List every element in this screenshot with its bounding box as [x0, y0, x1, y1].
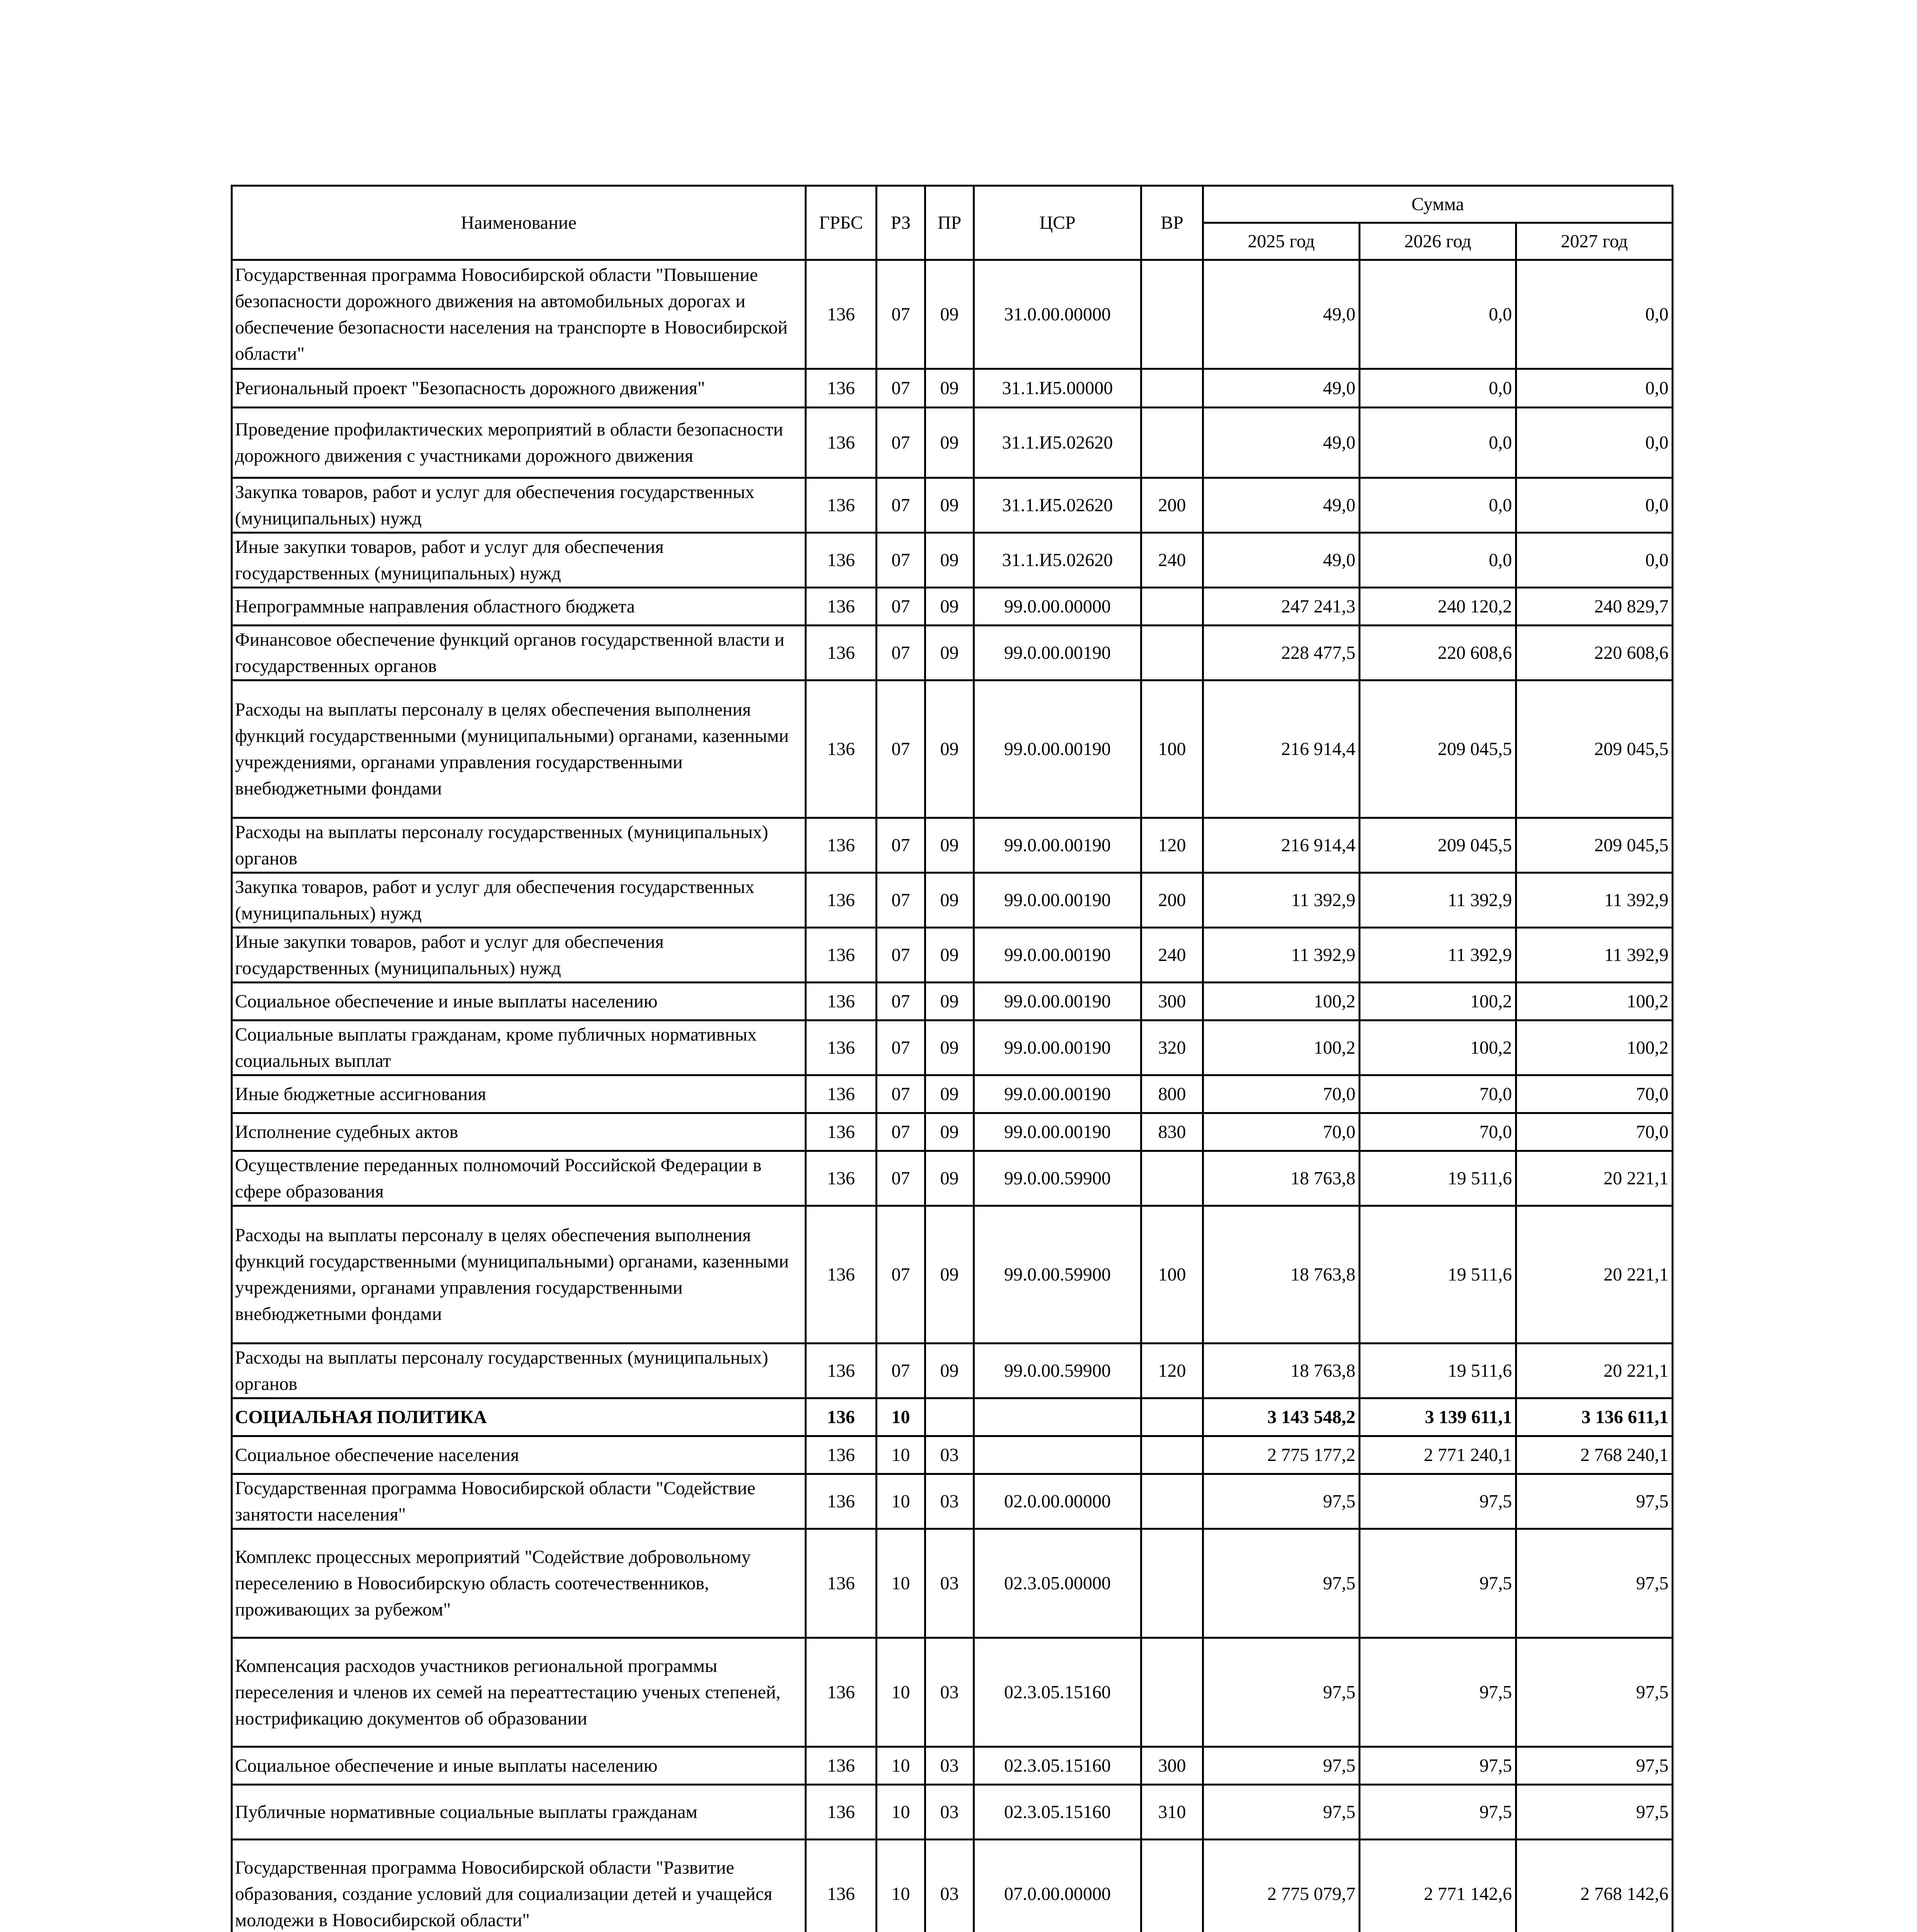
cell-pr [925, 1398, 974, 1436]
cell-vr: 120 [1141, 818, 1203, 873]
cell-name: Социальное обеспечение и иные выплаты населению [232, 983, 806, 1020]
cell-csr: 02.3.05.15160 [974, 1785, 1141, 1840]
cell-grbs: 136 [806, 1747, 877, 1785]
cell-name: Закупка товаров, работ и услуг для обеспечения государственных (муниципальных) нужд [232, 478, 806, 533]
cell-2025: 18 763,8 [1203, 1151, 1360, 1206]
cell-pr: 09 [925, 408, 974, 478]
table-row [232, 680, 1673, 818]
header-rz: РЗ [877, 186, 925, 260]
cell-pr: 09 [925, 680, 974, 818]
cell-2026: 97,5 [1360, 1747, 1516, 1785]
cell-2026: 3 139 611,1 [1360, 1398, 1516, 1436]
cell-vr: 100 [1141, 1206, 1203, 1344]
table-row [232, 873, 1673, 928]
cell-name: Иные закупки товаров, работ и услуг для обеспечения государственных (муниципальных) нужд [232, 928, 806, 983]
cell-name: Государственная программа Новосибирской области "Содействие занятости населения" [232, 1474, 806, 1529]
cell-rz: 07 [877, 408, 925, 478]
cell-csr: 02.3.05.00000 [974, 1529, 1141, 1638]
header-vr: ВР [1141, 186, 1203, 260]
cell-vr [1141, 1840, 1203, 1932]
header-grbs: ГРБС [806, 186, 877, 260]
cell-grbs: 136 [806, 588, 877, 626]
cell-csr: 99.0.00.00190 [974, 1020, 1141, 1075]
cell-name: Непрограммные направления областного бюджета [232, 588, 806, 626]
cell-csr: 02.3.05.15160 [974, 1747, 1141, 1785]
cell-vr [1141, 1436, 1203, 1474]
cell-2027: 20 221,1 [1516, 1344, 1673, 1398]
cell-grbs: 136 [806, 873, 877, 928]
cell-2026: 97,5 [1360, 1474, 1516, 1529]
cell-grbs: 136 [806, 1113, 877, 1151]
cell-2027: 209 045,5 [1516, 818, 1673, 873]
cell-2026: 97,5 [1360, 1529, 1516, 1638]
cell-csr [974, 1398, 1141, 1436]
budget-table [231, 185, 1674, 1932]
cell-rz: 10 [877, 1638, 925, 1747]
cell-rz: 07 [877, 983, 925, 1020]
cell-rz: 10 [877, 1529, 925, 1638]
cell-vr [1141, 1529, 1203, 1638]
cell-rz: 07 [877, 1020, 925, 1075]
cell-2025: 100,2 [1203, 1020, 1360, 1075]
cell-grbs: 136 [806, 626, 877, 680]
cell-2026: 19 511,6 [1360, 1206, 1516, 1344]
cell-csr: 99.0.00.59900 [974, 1151, 1141, 1206]
cell-2026: 2 771 240,1 [1360, 1436, 1516, 1474]
cell-2026: 97,5 [1360, 1638, 1516, 1747]
cell-name: Закупка товаров, работ и услуг для обеспечения государственных (муниципальных) нужд [232, 873, 806, 928]
cell-2026: 100,2 [1360, 983, 1516, 1020]
table-row [232, 260, 1673, 369]
cell-2025: 2 775 079,7 [1203, 1840, 1360, 1932]
cell-csr: 31.1.И5.02620 [974, 478, 1141, 533]
cell-vr [1141, 1398, 1203, 1436]
cell-2025: 97,5 [1203, 1785, 1360, 1840]
cell-grbs: 136 [806, 680, 877, 818]
cell-2026: 97,5 [1360, 1785, 1516, 1840]
cell-2026: 100,2 [1360, 1020, 1516, 1075]
cell-2027: 70,0 [1516, 1113, 1673, 1151]
cell-2025: 49,0 [1203, 260, 1360, 369]
header-pr: ПР [925, 186, 974, 260]
table-row [232, 369, 1673, 408]
cell-2026: 70,0 [1360, 1113, 1516, 1151]
cell-pr: 03 [925, 1436, 974, 1474]
cell-2026: 0,0 [1360, 408, 1516, 478]
cell-2025: 49,0 [1203, 408, 1360, 478]
cell-2026: 19 511,6 [1360, 1344, 1516, 1398]
table-row [232, 1020, 1673, 1075]
cell-2026: 11 392,9 [1360, 928, 1516, 983]
cell-grbs: 136 [806, 1785, 877, 1840]
cell-csr: 99.0.00.00000 [974, 588, 1141, 626]
cell-2027: 97,5 [1516, 1474, 1673, 1529]
cell-grbs: 136 [806, 408, 877, 478]
cell-2026: 11 392,9 [1360, 873, 1516, 928]
cell-rz: 10 [877, 1840, 925, 1932]
header-year-2025: 2025 год [1203, 223, 1360, 260]
cell-2027: 11 392,9 [1516, 873, 1673, 928]
table-row [232, 626, 1673, 680]
cell-2027: 100,2 [1516, 983, 1673, 1020]
cell-csr: 99.0.00.00190 [974, 983, 1141, 1020]
cell-pr: 09 [925, 533, 974, 588]
cell-2027: 0,0 [1516, 478, 1673, 533]
cell-grbs: 136 [806, 260, 877, 369]
cell-csr: 99.0.00.59900 [974, 1344, 1141, 1398]
cell-name: Публичные нормативные социальные выплаты гражданам [232, 1785, 806, 1840]
cell-2026: 70,0 [1360, 1075, 1516, 1113]
cell-rz: 07 [877, 533, 925, 588]
table-row [232, 408, 1673, 478]
cell-rz: 07 [877, 260, 925, 369]
cell-csr: 99.0.00.00190 [974, 928, 1141, 983]
cell-2025: 216 914,4 [1203, 818, 1360, 873]
cell-pr: 09 [925, 1344, 974, 1398]
cell-pr: 03 [925, 1840, 974, 1932]
header-sum: Сумма [1203, 186, 1673, 223]
cell-vr [1141, 626, 1203, 680]
cell-csr: 02.3.05.15160 [974, 1638, 1141, 1747]
cell-csr: 99.0.00.00190 [974, 626, 1141, 680]
cell-grbs: 136 [806, 928, 877, 983]
cell-2025: 97,5 [1203, 1638, 1360, 1747]
cell-grbs: 136 [806, 1529, 877, 1638]
cell-rz: 07 [877, 680, 925, 818]
cell-2025: 11 392,9 [1203, 873, 1360, 928]
cell-2027: 3 136 611,1 [1516, 1398, 1673, 1436]
cell-vr: 310 [1141, 1785, 1203, 1840]
cell-csr: 31.0.00.00000 [974, 260, 1141, 369]
cell-name: Государственная программа Новосибирской области "Повышение безопасности дорожного движения на автомобильных дорогах и обеспечение безопасности населения на транспорте в Новосибирской области" [232, 260, 806, 369]
cell-rz: 07 [877, 626, 925, 680]
table-body [232, 260, 1673, 1932]
cell-vr: 120 [1141, 1344, 1203, 1398]
cell-2026: 2 771 142,6 [1360, 1840, 1516, 1932]
cell-grbs: 136 [806, 818, 877, 873]
cell-pr: 09 [925, 478, 974, 533]
table-row [232, 1785, 1673, 1840]
cell-rz: 07 [877, 1151, 925, 1206]
cell-name: Расходы на выплаты персоналу в целях обеспечения выполнения функций государственными (муниципальными) органами, казенными учреждениями, органами управления государственными внебюджетными фондами [232, 1206, 806, 1344]
cell-pr: 03 [925, 1747, 974, 1785]
cell-rz: 10 [877, 1474, 925, 1529]
cell-2027: 97,5 [1516, 1747, 1673, 1785]
cell-pr: 09 [925, 1020, 974, 1075]
cell-2025: 97,5 [1203, 1747, 1360, 1785]
cell-name: Иные закупки товаров, работ и услуг для обеспечения государственных (муниципальных) нужд [232, 533, 806, 588]
cell-name: Комплекс процессных мероприятий "Содействие добровольному переселению в Новосибирскую область соотечественников, проживающих за рубежом" [232, 1529, 806, 1638]
cell-vr: 200 [1141, 873, 1203, 928]
cell-rz: 07 [877, 369, 925, 408]
cell-2027: 0,0 [1516, 533, 1673, 588]
cell-2025: 216 914,4 [1203, 680, 1360, 818]
cell-pr: 09 [925, 369, 974, 408]
cell-2025: 97,5 [1203, 1529, 1360, 1638]
cell-2027: 209 045,5 [1516, 680, 1673, 818]
table-row [232, 1206, 1673, 1344]
table-row [232, 928, 1673, 983]
cell-2026: 240 120,2 [1360, 588, 1516, 626]
cell-vr: 830 [1141, 1113, 1203, 1151]
cell-2025: 100,2 [1203, 983, 1360, 1020]
cell-name: СОЦИАЛЬНАЯ ПОЛИТИКА [232, 1398, 806, 1436]
cell-pr: 09 [925, 1206, 974, 1344]
cell-pr: 03 [925, 1529, 974, 1638]
cell-2027: 97,5 [1516, 1785, 1673, 1840]
cell-pr: 09 [925, 818, 974, 873]
cell-pr: 09 [925, 1075, 974, 1113]
cell-2026: 19 511,6 [1360, 1151, 1516, 1206]
cell-grbs: 136 [806, 1020, 877, 1075]
cell-2025: 49,0 [1203, 478, 1360, 533]
cell-2026: 209 045,5 [1360, 818, 1516, 873]
cell-grbs: 136 [806, 1075, 877, 1113]
cell-2025: 3 143 548,2 [1203, 1398, 1360, 1436]
cell-csr: 31.1.И5.00000 [974, 369, 1141, 408]
cell-csr: 31.1.И5.02620 [974, 533, 1141, 588]
table-row [232, 983, 1673, 1020]
cell-csr: 07.0.00.00000 [974, 1840, 1141, 1932]
cell-2027: 100,2 [1516, 1020, 1673, 1075]
header-year-2027: 2027 год [1516, 223, 1673, 260]
cell-rz: 07 [877, 928, 925, 983]
cell-2025: 70,0 [1203, 1075, 1360, 1113]
cell-grbs: 136 [806, 533, 877, 588]
cell-name: Иные бюджетные ассигнования [232, 1075, 806, 1113]
table-row [232, 478, 1673, 533]
cell-vr [1141, 369, 1203, 408]
cell-rz: 10 [877, 1398, 925, 1436]
cell-name: Осуществление переданных полномочий Российской Федерации в сфере образования [232, 1151, 806, 1206]
cell-pr: 03 [925, 1785, 974, 1840]
cell-vr: 300 [1141, 1747, 1203, 1785]
table-row [232, 1840, 1673, 1932]
cell-2027: 70,0 [1516, 1075, 1673, 1113]
cell-2027: 97,5 [1516, 1529, 1673, 1638]
cell-2026: 220 608,6 [1360, 626, 1516, 680]
table-row [232, 588, 1673, 626]
cell-2026: 0,0 [1360, 533, 1516, 588]
cell-2027: 0,0 [1516, 369, 1673, 408]
cell-vr [1141, 1151, 1203, 1206]
cell-2026: 0,0 [1360, 369, 1516, 408]
cell-name: Расходы на выплаты персоналу государственных (муниципальных) органов [232, 818, 806, 873]
cell-grbs: 136 [806, 369, 877, 408]
cell-csr: 02.0.00.00000 [974, 1474, 1141, 1529]
cell-pr: 09 [925, 873, 974, 928]
cell-pr: 09 [925, 928, 974, 983]
cell-rz: 07 [877, 1206, 925, 1344]
table-row [232, 1529, 1673, 1638]
cell-name: Исполнение судебных актов [232, 1113, 806, 1151]
cell-2025: 11 392,9 [1203, 928, 1360, 983]
cell-2027: 0,0 [1516, 260, 1673, 369]
cell-grbs: 136 [806, 1344, 877, 1398]
cell-name: Расходы на выплаты персоналу государственных (муниципальных) органов [232, 1344, 806, 1398]
cell-vr [1141, 1638, 1203, 1747]
cell-csr: 99.0.00.00190 [974, 1075, 1141, 1113]
table-row [232, 1113, 1673, 1151]
cell-name: Финансовое обеспечение функций органов государственной власти и государственных органов [232, 626, 806, 680]
cell-name: Государственная программа Новосибирской области "Развитие образования, создание условий для социализации детей и учащейся молодежи в Новосибирской области" [232, 1840, 806, 1932]
cell-csr: 99.0.00.00190 [974, 1113, 1141, 1151]
cell-pr: 09 [925, 588, 974, 626]
cell-csr: 99.0.00.00190 [974, 680, 1141, 818]
cell-name: Компенсация расходов участников региональной программы переселения и членов их семей на переаттестацию ученых степеней, нострификацию документов об образовании [232, 1638, 806, 1747]
cell-csr [974, 1436, 1141, 1474]
cell-rz: 07 [877, 1344, 925, 1398]
cell-csr: 99.0.00.00190 [974, 873, 1141, 928]
table-row [232, 1436, 1673, 1474]
cell-name: Проведение профилактических мероприятий в области безопасности дорожного движения с участниками дорожного движения [232, 408, 806, 478]
cell-2025: 49,0 [1203, 533, 1360, 588]
table-row [232, 1474, 1673, 1529]
table-row [232, 1398, 1673, 1436]
cell-grbs: 136 [806, 1840, 877, 1932]
cell-grbs: 136 [806, 1638, 877, 1747]
cell-2025: 70,0 [1203, 1113, 1360, 1151]
cell-vr [1141, 260, 1203, 369]
cell-2026: 0,0 [1360, 478, 1516, 533]
cell-pr: 03 [925, 1474, 974, 1529]
cell-2027: 240 829,7 [1516, 588, 1673, 626]
cell-rz: 07 [877, 478, 925, 533]
cell-name: Социальное обеспечение населения [232, 1436, 806, 1474]
cell-rz: 07 [877, 1113, 925, 1151]
cell-vr: 200 [1141, 478, 1203, 533]
table-row [232, 1075, 1673, 1113]
cell-name: Региональный проект "Безопасность дорожного движения" [232, 369, 806, 408]
cell-2025: 228 477,5 [1203, 626, 1360, 680]
cell-rz: 10 [877, 1785, 925, 1840]
cell-vr: 100 [1141, 680, 1203, 818]
header-csr: ЦСР [974, 186, 1141, 260]
cell-grbs: 136 [806, 1436, 877, 1474]
cell-rz: 07 [877, 873, 925, 928]
cell-grbs: 136 [806, 1151, 877, 1206]
cell-vr [1141, 588, 1203, 626]
cell-2026: 209 045,5 [1360, 680, 1516, 818]
cell-vr: 240 [1141, 928, 1203, 983]
cell-vr: 240 [1141, 533, 1203, 588]
cell-rz: 10 [877, 1747, 925, 1785]
cell-grbs: 136 [806, 1474, 877, 1529]
cell-2025: 2 775 177,2 [1203, 1436, 1360, 1474]
cell-2025: 49,0 [1203, 369, 1360, 408]
cell-name: Расходы на выплаты персоналу в целях обеспечения выполнения функций государственными (муниципальными) органами, казенными учреждениями, органами управления государственными внебюджетными фондами [232, 680, 806, 818]
cell-grbs: 136 [806, 1398, 877, 1436]
cell-vr: 300 [1141, 983, 1203, 1020]
table-row [232, 1747, 1673, 1785]
cell-grbs: 136 [806, 983, 877, 1020]
cell-grbs: 136 [806, 1206, 877, 1344]
cell-2027: 2 768 240,1 [1516, 1436, 1673, 1474]
cell-2026: 0,0 [1360, 260, 1516, 369]
cell-2027: 20 221,1 [1516, 1206, 1673, 1344]
cell-2027: 20 221,1 [1516, 1151, 1673, 1206]
table-row [232, 818, 1673, 873]
cell-name: Социальные выплаты гражданам, кроме публичных нормативных социальных выплат [232, 1020, 806, 1075]
cell-2025: 97,5 [1203, 1474, 1360, 1529]
table-row [232, 1344, 1673, 1398]
cell-name: Социальное обеспечение и иные выплаты населению [232, 1747, 806, 1785]
cell-pr: 03 [925, 1638, 974, 1747]
table-row [232, 1151, 1673, 1206]
header-name: Наименование [232, 186, 806, 260]
cell-csr: 99.0.00.00190 [974, 818, 1141, 873]
cell-vr [1141, 408, 1203, 478]
cell-2027: 220 608,6 [1516, 626, 1673, 680]
cell-pr: 09 [925, 1151, 974, 1206]
table-row [232, 1638, 1673, 1747]
cell-vr: 320 [1141, 1020, 1203, 1075]
cell-pr: 09 [925, 626, 974, 680]
cell-2025: 247 241,3 [1203, 588, 1360, 626]
cell-pr: 09 [925, 1113, 974, 1151]
cell-pr: 09 [925, 983, 974, 1020]
cell-rz: 07 [877, 588, 925, 626]
cell-2027: 0,0 [1516, 408, 1673, 478]
cell-rz: 07 [877, 818, 925, 873]
cell-2025: 18 763,8 [1203, 1344, 1360, 1398]
cell-2025: 18 763,8 [1203, 1206, 1360, 1344]
cell-2027: 11 392,9 [1516, 928, 1673, 983]
header-year-2026: 2026 год [1360, 223, 1516, 260]
cell-vr [1141, 1474, 1203, 1529]
cell-csr: 99.0.00.59900 [974, 1206, 1141, 1344]
cell-grbs: 136 [806, 478, 877, 533]
cell-pr: 09 [925, 260, 974, 369]
cell-rz: 07 [877, 1075, 925, 1113]
cell-2027: 2 768 142,6 [1516, 1840, 1673, 1932]
cell-2027: 97,5 [1516, 1638, 1673, 1747]
table-row [232, 533, 1673, 588]
cell-rz: 10 [877, 1436, 925, 1474]
cell-vr: 800 [1141, 1075, 1203, 1113]
cell-csr: 31.1.И5.02620 [974, 408, 1141, 478]
